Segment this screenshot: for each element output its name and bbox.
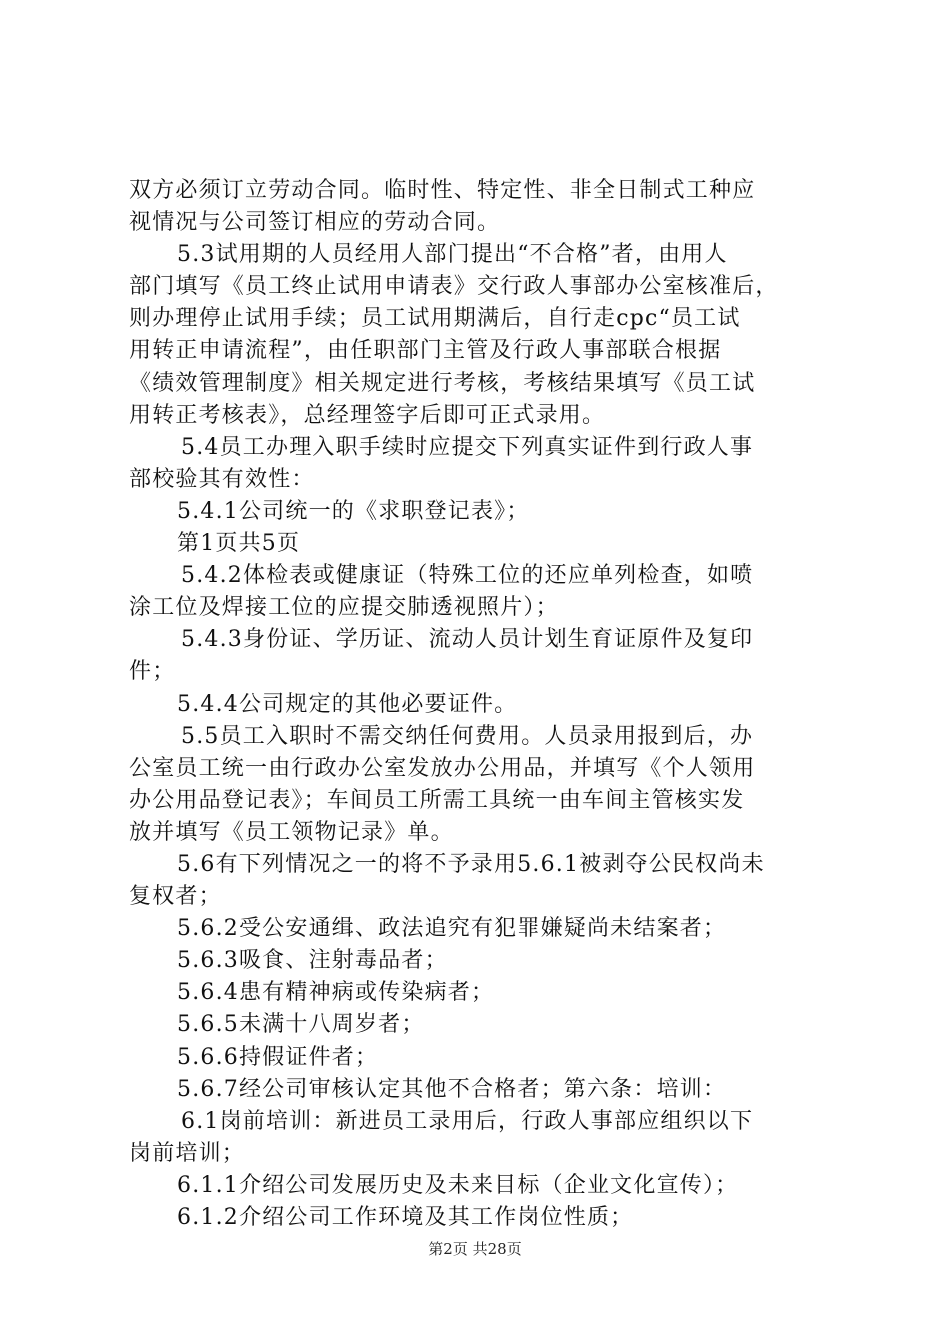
text-line: 涂工位及焊接工位的应提交肺透视照片）； <box>129 595 559 621</box>
text-line: 6.1岗前培训：新进员工录用后，行政人事部应组织以下 <box>181 1108 754 1134</box>
text-line: 复权者； <box>129 884 222 910</box>
text-line: 用转正考核表》，总经理签字后即可正式录用。 <box>129 402 606 428</box>
text-line: 公室员工统一由行政办公室发放办公用品，并填写《个人领用 <box>129 755 756 781</box>
text-line: 5.6.7经公司审核认定其他不合格者；第六条：培训： <box>177 1076 727 1102</box>
text-line: 5.6.4患有精神病或传染病者； <box>177 980 495 1006</box>
text-line: 5.4.3身份证、学历证、流动人员计划生育证原件及复印 <box>181 627 754 653</box>
text-line: 用转正申请流程”，由任职部门主管及行政人事部联合根据 <box>129 338 722 364</box>
text-line: 5.6.5未满十八周岁者； <box>177 1012 425 1038</box>
text-line: 办公用品登记表》；车间员工所需工具统一由车间主管核实发 <box>129 787 745 813</box>
text-line: 部校验其有效性： <box>129 466 315 492</box>
text-line: 5.6.2受公安通缉、政法追究有犯罪嫌疑尚未结案者； <box>177 916 727 942</box>
text-line: 岗前培训； <box>129 1140 246 1166</box>
page-footer: 第2页 共28页 <box>428 1240 522 1258</box>
text-line: 《绩效管理制度》相关规定进行考核，考核结果填写《员工试 <box>129 370 756 396</box>
text-line: 部门填写《员工终止试用申请表》交行政人事部办公室核准后， <box>129 274 779 300</box>
text-line: 5.5员工入职时不需交纳任何费用。人员录用报到后，办 <box>181 723 754 749</box>
text-line: 双方必须订立劳动合同。临时性、特定性、非全日制式工种应 <box>129 178 756 203</box>
text-line: 6.1.2介绍公司工作环境及其工作岗位性质； <box>177 1205 634 1230</box>
text-line: 5.4.4公司规定的其他必要证件。 <box>177 691 518 717</box>
document-body <box>129 175 834 1234</box>
text-line: 件； <box>129 659 176 685</box>
text-line: 5.6有下列情况之一的将不予录用5.6.1被剥夺公民权尚未 <box>177 851 765 877</box>
text-line: 视情况与公司签订相应的劳动合同。 <box>129 210 501 236</box>
inline-page-number: 第1页共5页 <box>177 531 301 557</box>
text-line: 6.1.1介绍公司发展历史及未来目标（企业文化宣传）； <box>177 1172 739 1198</box>
text-line: 5.3试用期的人员经用人部门提出“不合格”者，由用人 <box>177 242 728 268</box>
text-line: 5.6.6持假证件者； <box>177 1044 379 1070</box>
text-line: 5.4员工办理入职手续时应提交下列真实证件到行政人事 <box>181 434 754 460</box>
text-line: 5.4.1公司统一的《求职登记表》； <box>177 498 530 524</box>
text-line: 放并填写《员工领物记录》单。 <box>129 819 454 845</box>
text-line: 5.6.3吸食、注射毒品者； <box>177 948 448 974</box>
text-line: 则办理停止试用手续；员工试用期满后，自行走cpc“员工试 <box>129 306 741 332</box>
text-line: 5.4.2体检表或健康证（特殊工位的还应单列检查，如喷 <box>181 563 754 589</box>
